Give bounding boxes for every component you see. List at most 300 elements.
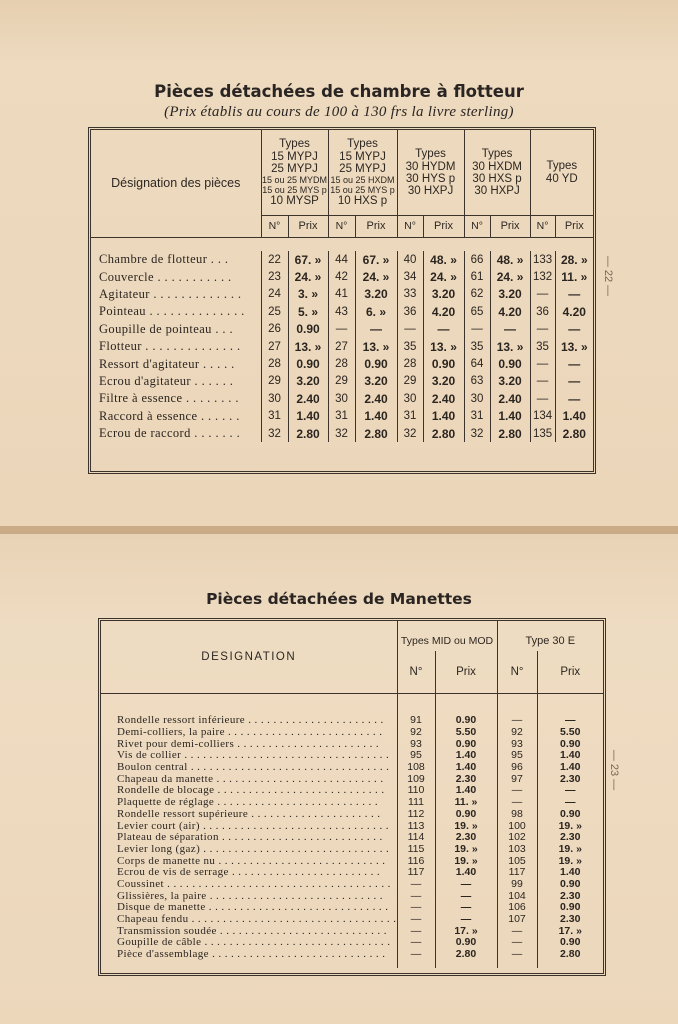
part-number: 103 [497, 844, 537, 856]
part-price: — [435, 890, 497, 902]
part-number: — [328, 321, 355, 338]
part-number: 31 [261, 408, 288, 425]
part-price: 1.40 [423, 408, 464, 425]
part-price: 1.40 [537, 750, 603, 762]
type-line: Types [347, 137, 378, 150]
part-name: Transmission soudée . . . . . . . . . . . . . . . . . . . . . . . . . . . [117, 925, 387, 937]
part-number: 133 [530, 251, 555, 268]
part-name: Rondelle de blocage . . . . . . . . . . . . . . . . . . . . . . . . . . . [117, 785, 385, 797]
part-number: 32 [464, 425, 490, 442]
part-name: Ressort d'agitateur . . . . . [99, 356, 235, 371]
part-name: Chambre de flotteur . . . [99, 252, 229, 267]
part-price: 24. » [490, 268, 530, 285]
part-price: 67. » [355, 251, 397, 268]
part-price: 3.20 [490, 286, 530, 303]
part-number: 30 [328, 390, 355, 407]
top-prix-header-5: Prix [555, 215, 593, 237]
part-number: 97 [497, 773, 537, 785]
part-price: 2.80 [355, 425, 397, 442]
part-price: — [537, 715, 603, 727]
part-price: 19. » [537, 855, 603, 867]
part-price: 5.50 [435, 727, 497, 739]
bottom-page [0, 534, 678, 1024]
top-no-header-4: N° [464, 215, 490, 237]
type-line: 10 HXS p [337, 194, 388, 207]
part-number: 95 [497, 750, 537, 762]
table-row [101, 890, 603, 902]
part-price: 24. » [355, 268, 397, 285]
part-number: — [530, 355, 555, 372]
part-number: 134 [530, 408, 555, 425]
table-row [101, 809, 603, 821]
part-number: 61 [464, 268, 490, 285]
part-price: 0.90 [288, 355, 328, 372]
type-line: 25 MYPJ [271, 162, 318, 175]
part-price: — [435, 902, 497, 914]
table-row [91, 425, 593, 442]
part-price: 13. » [555, 338, 593, 355]
part-number: 30 [261, 390, 288, 407]
top-group-header-1 [261, 130, 328, 215]
part-price: 0.90 [537, 902, 603, 914]
type-line: 30 HYDM [405, 160, 456, 173]
part-number: 36 [530, 303, 555, 320]
part-number: — [497, 785, 537, 797]
table-row [101, 867, 603, 879]
part-price: 0.90 [435, 809, 497, 821]
table-row [91, 355, 593, 372]
part-name: Demi-colliers, la paire . . . . . . . . . . . . . . . . . . . . . . . . . [117, 726, 383, 739]
part-price: 3.20 [355, 286, 397, 303]
part-name: Plaquette de réglage . . . . . . . . . . . . . . . . . . . . . . . . . . [117, 796, 378, 809]
part-price: 2.30 [537, 832, 603, 844]
part-price: 5. » [288, 303, 328, 320]
part-number: 26 [261, 321, 288, 338]
bottom-no-header-1: N° [397, 651, 435, 693]
part-price: 0.90 [288, 321, 328, 338]
top-subtitle: (Prix établis au cours de 100 à 130 frs la livre sterling) [164, 104, 514, 120]
part-price: 2.40 [423, 390, 464, 407]
part-number: 96 [497, 762, 537, 774]
top-prix-header-4: Prix [490, 215, 530, 237]
part-price: — [555, 321, 593, 338]
part-name: Agitateur . . . . . . . . . . . . . [99, 286, 242, 301]
part-price: 0.90 [537, 738, 603, 750]
part-price: 2.80 [537, 949, 603, 961]
table-row [101, 925, 603, 937]
part-name: Corps de manette nu . . . . . . . . . . . . . . . . . . . . . . . . . . . [117, 855, 386, 867]
table-row [101, 902, 603, 914]
part-number: 63 [464, 373, 490, 390]
part-name: Pièce d'assemblage . . . . . . . . . . . . . . . . . . . . . . . . . . . . [117, 948, 386, 961]
part-number: 23 [261, 268, 288, 285]
part-number: 62 [464, 286, 490, 303]
part-price: 2.40 [288, 390, 328, 407]
part-price: 3. » [288, 286, 328, 303]
part-price: 0.90 [435, 738, 497, 750]
part-name: Chapeau fendu . . . . . . . . . . . . . . . . . . . . . . . . . . . . . . . . . [117, 913, 397, 926]
part-number: 92 [397, 727, 435, 739]
part-name: Rondelle ressort inférieure . . . . . . . . . . . . . . . . . . . . . . [117, 715, 384, 727]
type-line: 30 HXS p [472, 172, 522, 185]
part-number: 98 [497, 809, 537, 821]
part-price: 17. » [537, 925, 603, 937]
part-number: 30 [397, 390, 423, 407]
part-price: 0.90 [355, 355, 397, 372]
table-row [91, 268, 593, 285]
part-price: 2.30 [537, 890, 603, 902]
part-number: — [530, 321, 555, 338]
part-number: — [397, 890, 435, 902]
top-table-grid [91, 130, 593, 442]
part-price: 19. » [435, 844, 497, 856]
part-price: — [555, 355, 593, 372]
part-number: 104 [497, 890, 537, 902]
part-number: — [397, 937, 435, 949]
type-line: Types [481, 147, 513, 160]
type-line: 30 HXPJ [474, 184, 520, 197]
table-row [101, 937, 603, 949]
part-name: Ecrou d'agitateur . . . . . . [99, 373, 234, 388]
part-number: 92 [497, 727, 537, 739]
part-number: 44 [328, 251, 355, 268]
part-number: 42 [328, 268, 355, 285]
part-number: 105 [497, 855, 537, 867]
bottom-group-header-2: Type 30 E [497, 621, 603, 651]
table-row [101, 855, 603, 867]
part-name: Boulon central . . . . . . . . . . . . . . . . . . . . . . . . . . . . . . . . [117, 761, 390, 774]
type-line: 40 YD [545, 172, 578, 185]
part-name: Vis de collier . . . . . . . . . . . . . . . . . . . . . . . . . . . . . . . . . [117, 750, 390, 762]
part-name: Rivet pour demi-colliers . . . . . . . . . . . . . . . . . . . . . . . [117, 738, 380, 750]
part-price: 28. » [555, 251, 593, 268]
part-name: Disque de manette . . . . . . . . . . . . . . . . . . . . . . . . . . . . . [117, 902, 389, 914]
part-number: 116 [397, 855, 435, 867]
part-price: 1.40 [490, 408, 530, 425]
type-line: 15 MYPJ [271, 150, 318, 163]
top-group-header-2 [328, 130, 397, 215]
table-row [91, 373, 593, 390]
type-line: 30 HXPJ [407, 184, 454, 197]
part-price: 0.90 [537, 937, 603, 949]
part-price: 1.40 [435, 867, 497, 879]
part-price: 3.20 [288, 373, 328, 390]
type-line: Types [415, 147, 446, 160]
type-line: 25 MYPJ [339, 162, 386, 175]
top-table-body [91, 251, 593, 442]
part-number: 117 [397, 867, 435, 879]
part-price: — [435, 914, 497, 926]
part-price: 2.40 [355, 390, 397, 407]
part-number: 30 [464, 390, 490, 407]
part-price: — [423, 321, 464, 338]
part-price: 1.40 [555, 408, 593, 425]
part-number: 28 [328, 355, 355, 372]
part-number: 64 [464, 355, 490, 372]
bottom-prix-header-2: Prix [537, 651, 603, 693]
table-row [101, 715, 603, 727]
part-price: 1.40 [537, 762, 603, 774]
part-number: — [497, 937, 537, 949]
type-line: Types [546, 159, 578, 172]
part-price: 0.90 [423, 355, 464, 372]
part-name: Levier court (air) . . . . . . . . . . . . . . . . . . . . . . . . . . . . . . [117, 820, 389, 832]
top-group-header-4 [464, 130, 530, 215]
part-number: 35 [464, 338, 490, 355]
bottom-table-grid [101, 621, 603, 968]
part-number: 27 [261, 338, 288, 355]
part-price: — [555, 286, 593, 303]
part-price: 2.80 [555, 425, 593, 442]
part-name: Goupille de câble . . . . . . . . . . . . . . . . . . . . . . . . . . . . . . [117, 937, 391, 949]
part-name: Ecrou de raccord . . . . . . . [99, 426, 241, 441]
part-number: 29 [328, 373, 355, 390]
table-row [101, 879, 603, 891]
table-row [101, 797, 603, 809]
bottom-table [98, 618, 606, 976]
part-number: — [497, 715, 537, 727]
part-price: 17. » [435, 925, 497, 937]
part-number: 108 [397, 762, 435, 774]
part-number: 109 [397, 773, 435, 785]
part-price: 13. » [288, 338, 328, 355]
part-price: 2.30 [537, 914, 603, 926]
part-price: 0.90 [490, 355, 530, 372]
part-price: — [537, 797, 603, 809]
part-number: — [464, 321, 490, 338]
part-number: 32 [328, 425, 355, 442]
part-number: 132 [530, 268, 555, 285]
part-price: 19. » [537, 844, 603, 856]
part-name: Chapeau da manette . . . . . . . . . . . . . . . . . . . . . . . . . . . [117, 773, 384, 785]
part-number: 93 [397, 738, 435, 750]
part-name: Filtre à essence . . . . . . . . [99, 391, 239, 406]
part-price: 24. » [288, 268, 328, 285]
type-line: 30 HXDM [472, 160, 522, 173]
table-row [91, 286, 593, 303]
part-number: 111 [397, 797, 435, 809]
part-name: Couvercle . . . . . . . . . . . [99, 269, 232, 284]
part-name: Goupille de pointeau . . . [99, 321, 233, 336]
top-page-number: — 22 — [602, 255, 615, 297]
bottom-prix-header-1: Prix [435, 651, 497, 693]
part-number: 27 [328, 338, 355, 355]
part-number: — [397, 925, 435, 937]
bottom-page-number: — 23 — [608, 749, 621, 791]
part-number: 113 [397, 820, 435, 832]
top-prix-header-3: Prix [423, 215, 464, 237]
part-number: — [530, 373, 555, 390]
part-number: 33 [397, 286, 423, 303]
top-title: Pièces détachées de chambre à flotteur [154, 82, 524, 101]
part-number: 95 [397, 750, 435, 762]
part-name: Levier long (gaz) . . . . . . . . . . . . . . . . . . . . . . . . . . . . . . [117, 843, 390, 855]
part-number: 28 [397, 355, 423, 372]
part-number: 32 [261, 425, 288, 442]
part-price: 19. » [537, 820, 603, 832]
type-line: 10 MYSP [270, 194, 319, 207]
type-line: 30 HYS p [405, 172, 456, 185]
part-price: 3.20 [423, 286, 464, 303]
bottom-no-header-2: N° [497, 651, 537, 693]
part-price: 1.40 [355, 408, 397, 425]
part-price: 11. » [555, 268, 593, 285]
part-price: 48. » [423, 251, 464, 268]
part-number: 35 [530, 338, 555, 355]
part-price: 6. » [355, 303, 397, 320]
type-line: 15 ou 25 HXDM [330, 174, 395, 185]
table-row [101, 844, 603, 856]
top-no-header-2: N° [328, 215, 355, 237]
part-price: — [490, 321, 530, 338]
table-row [101, 820, 603, 832]
part-number: 40 [397, 251, 423, 268]
top-group-header-5 [530, 130, 593, 215]
table-row [91, 338, 593, 355]
part-price: 2.80 [288, 425, 328, 442]
part-price: 5.50 [537, 727, 603, 739]
part-number: — [397, 902, 435, 914]
part-price: 2.30 [435, 832, 497, 844]
part-name: Glissières, la paire . . . . . . . . . . . . . . . . . . . . . . . . . . . . [117, 890, 383, 902]
part-number: 22 [261, 251, 288, 268]
part-number: 24 [261, 286, 288, 303]
part-number: 43 [328, 303, 355, 320]
part-name: Flotteur . . . . . . . . . . . . . . [99, 339, 241, 354]
table-row [91, 303, 593, 320]
part-number: — [530, 390, 555, 407]
type-line: 15 ou 25 MYS p [262, 184, 327, 195]
top-no-header-5: N° [530, 215, 555, 237]
table-row [101, 949, 603, 961]
type-line: 15 ou 25 MYDM [261, 174, 328, 185]
table-row [101, 738, 603, 750]
part-number: 31 [397, 408, 423, 425]
part-number: 32 [397, 425, 423, 442]
part-price: 19. » [435, 820, 497, 832]
part-name: Raccord à essence . . . . . . [99, 408, 240, 423]
part-name: Pointeau . . . . . . . . . . . . . . [99, 304, 245, 319]
table-row [101, 914, 603, 926]
top-table [88, 127, 596, 474]
part-price: 4.20 [490, 303, 530, 320]
part-price: 67. » [288, 251, 328, 268]
table-row [91, 390, 593, 407]
part-number: 29 [261, 373, 288, 390]
part-price: — [355, 321, 397, 338]
part-number: 65 [464, 303, 490, 320]
top-group-header-3 [397, 130, 464, 215]
part-number: 66 [464, 251, 490, 268]
part-number: 135 [530, 425, 555, 442]
top-no-header-3: N° [397, 215, 423, 237]
part-number: — [397, 879, 435, 891]
table-row [91, 408, 593, 425]
bottom-group-header-1: Types MID ou MOD [397, 621, 497, 651]
part-number: — [397, 949, 435, 961]
part-number: 112 [397, 809, 435, 821]
part-number: 93 [497, 738, 537, 750]
part-number: 31 [328, 408, 355, 425]
part-price: 48. » [490, 251, 530, 268]
part-number: 91 [397, 715, 435, 727]
part-number: 99 [497, 879, 537, 891]
part-number: — [497, 949, 537, 961]
part-price: 4.20 [555, 303, 593, 320]
part-number: 106 [497, 902, 537, 914]
part-price: 11. » [435, 797, 497, 809]
part-number: 29 [397, 373, 423, 390]
part-price: 13. » [355, 338, 397, 355]
part-price: 13. » [423, 338, 464, 355]
part-number: 41 [328, 286, 355, 303]
part-number: 115 [397, 844, 435, 856]
part-price: 0.90 [537, 809, 603, 821]
type-line: Types [279, 137, 310, 150]
part-price: 0.90 [537, 879, 603, 891]
table-row [101, 832, 603, 844]
part-price: 1.40 [288, 408, 328, 425]
part-price: 24. » [423, 268, 464, 285]
part-price: 2.80 [490, 425, 530, 442]
part-number: — [530, 286, 555, 303]
part-number: — [397, 321, 423, 338]
part-price: 2.80 [435, 949, 497, 961]
table-row [101, 750, 603, 762]
type-line: 15 MYPJ [339, 150, 386, 163]
part-name: Plateau de séparation . . . . . . . . . . . . . . . . . . . . . . . . . . [117, 831, 383, 844]
part-number: — [497, 797, 537, 809]
part-name: Rondelle ressort supérieure . . . . . . . . . . . . . . . . . . . . . [117, 808, 381, 820]
part-number: 31 [464, 408, 490, 425]
top-prix-header-1: Prix [288, 215, 328, 237]
part-number: 102 [497, 832, 537, 844]
part-name: Ecrou de vis de serrage . . . . . . . . . . . . . . . . . . . . . . . . [117, 866, 381, 879]
part-price: 3.20 [355, 373, 397, 390]
part-number: 107 [497, 914, 537, 926]
top-designation-header: Désignation des pièces [91, 130, 261, 237]
part-price: 0.90 [435, 715, 497, 727]
part-price: 2.40 [490, 390, 530, 407]
part-price: 1.40 [435, 785, 497, 797]
part-number: 100 [497, 820, 537, 832]
table-row [91, 321, 593, 338]
part-price: 3.20 [490, 373, 530, 390]
part-price: 1.40 [537, 867, 603, 879]
part-number: 114 [397, 832, 435, 844]
part-price: — [537, 785, 603, 797]
part-price: 13. » [490, 338, 530, 355]
table-row [101, 727, 603, 739]
part-number: 36 [397, 303, 423, 320]
part-number: — [497, 925, 537, 937]
part-name: Coussinet . . . . . . . . . . . . . . . . . . . . . . . . . . . . . . . . . . . . [117, 878, 391, 890]
part-price: 1.40 [435, 750, 497, 762]
part-number: 110 [397, 785, 435, 797]
part-price: — [435, 879, 497, 891]
part-price: 1.40 [435, 762, 497, 774]
part-price: 2.30 [435, 773, 497, 785]
part-price: 4.20 [423, 303, 464, 320]
part-price: 2.30 [537, 773, 603, 785]
table-row [91, 251, 593, 268]
top-no-header-1: N° [261, 215, 288, 237]
part-number: 34 [397, 268, 423, 285]
part-price: 3.20 [423, 373, 464, 390]
table-row [101, 762, 603, 774]
table-row [101, 773, 603, 785]
part-price: — [555, 373, 593, 390]
